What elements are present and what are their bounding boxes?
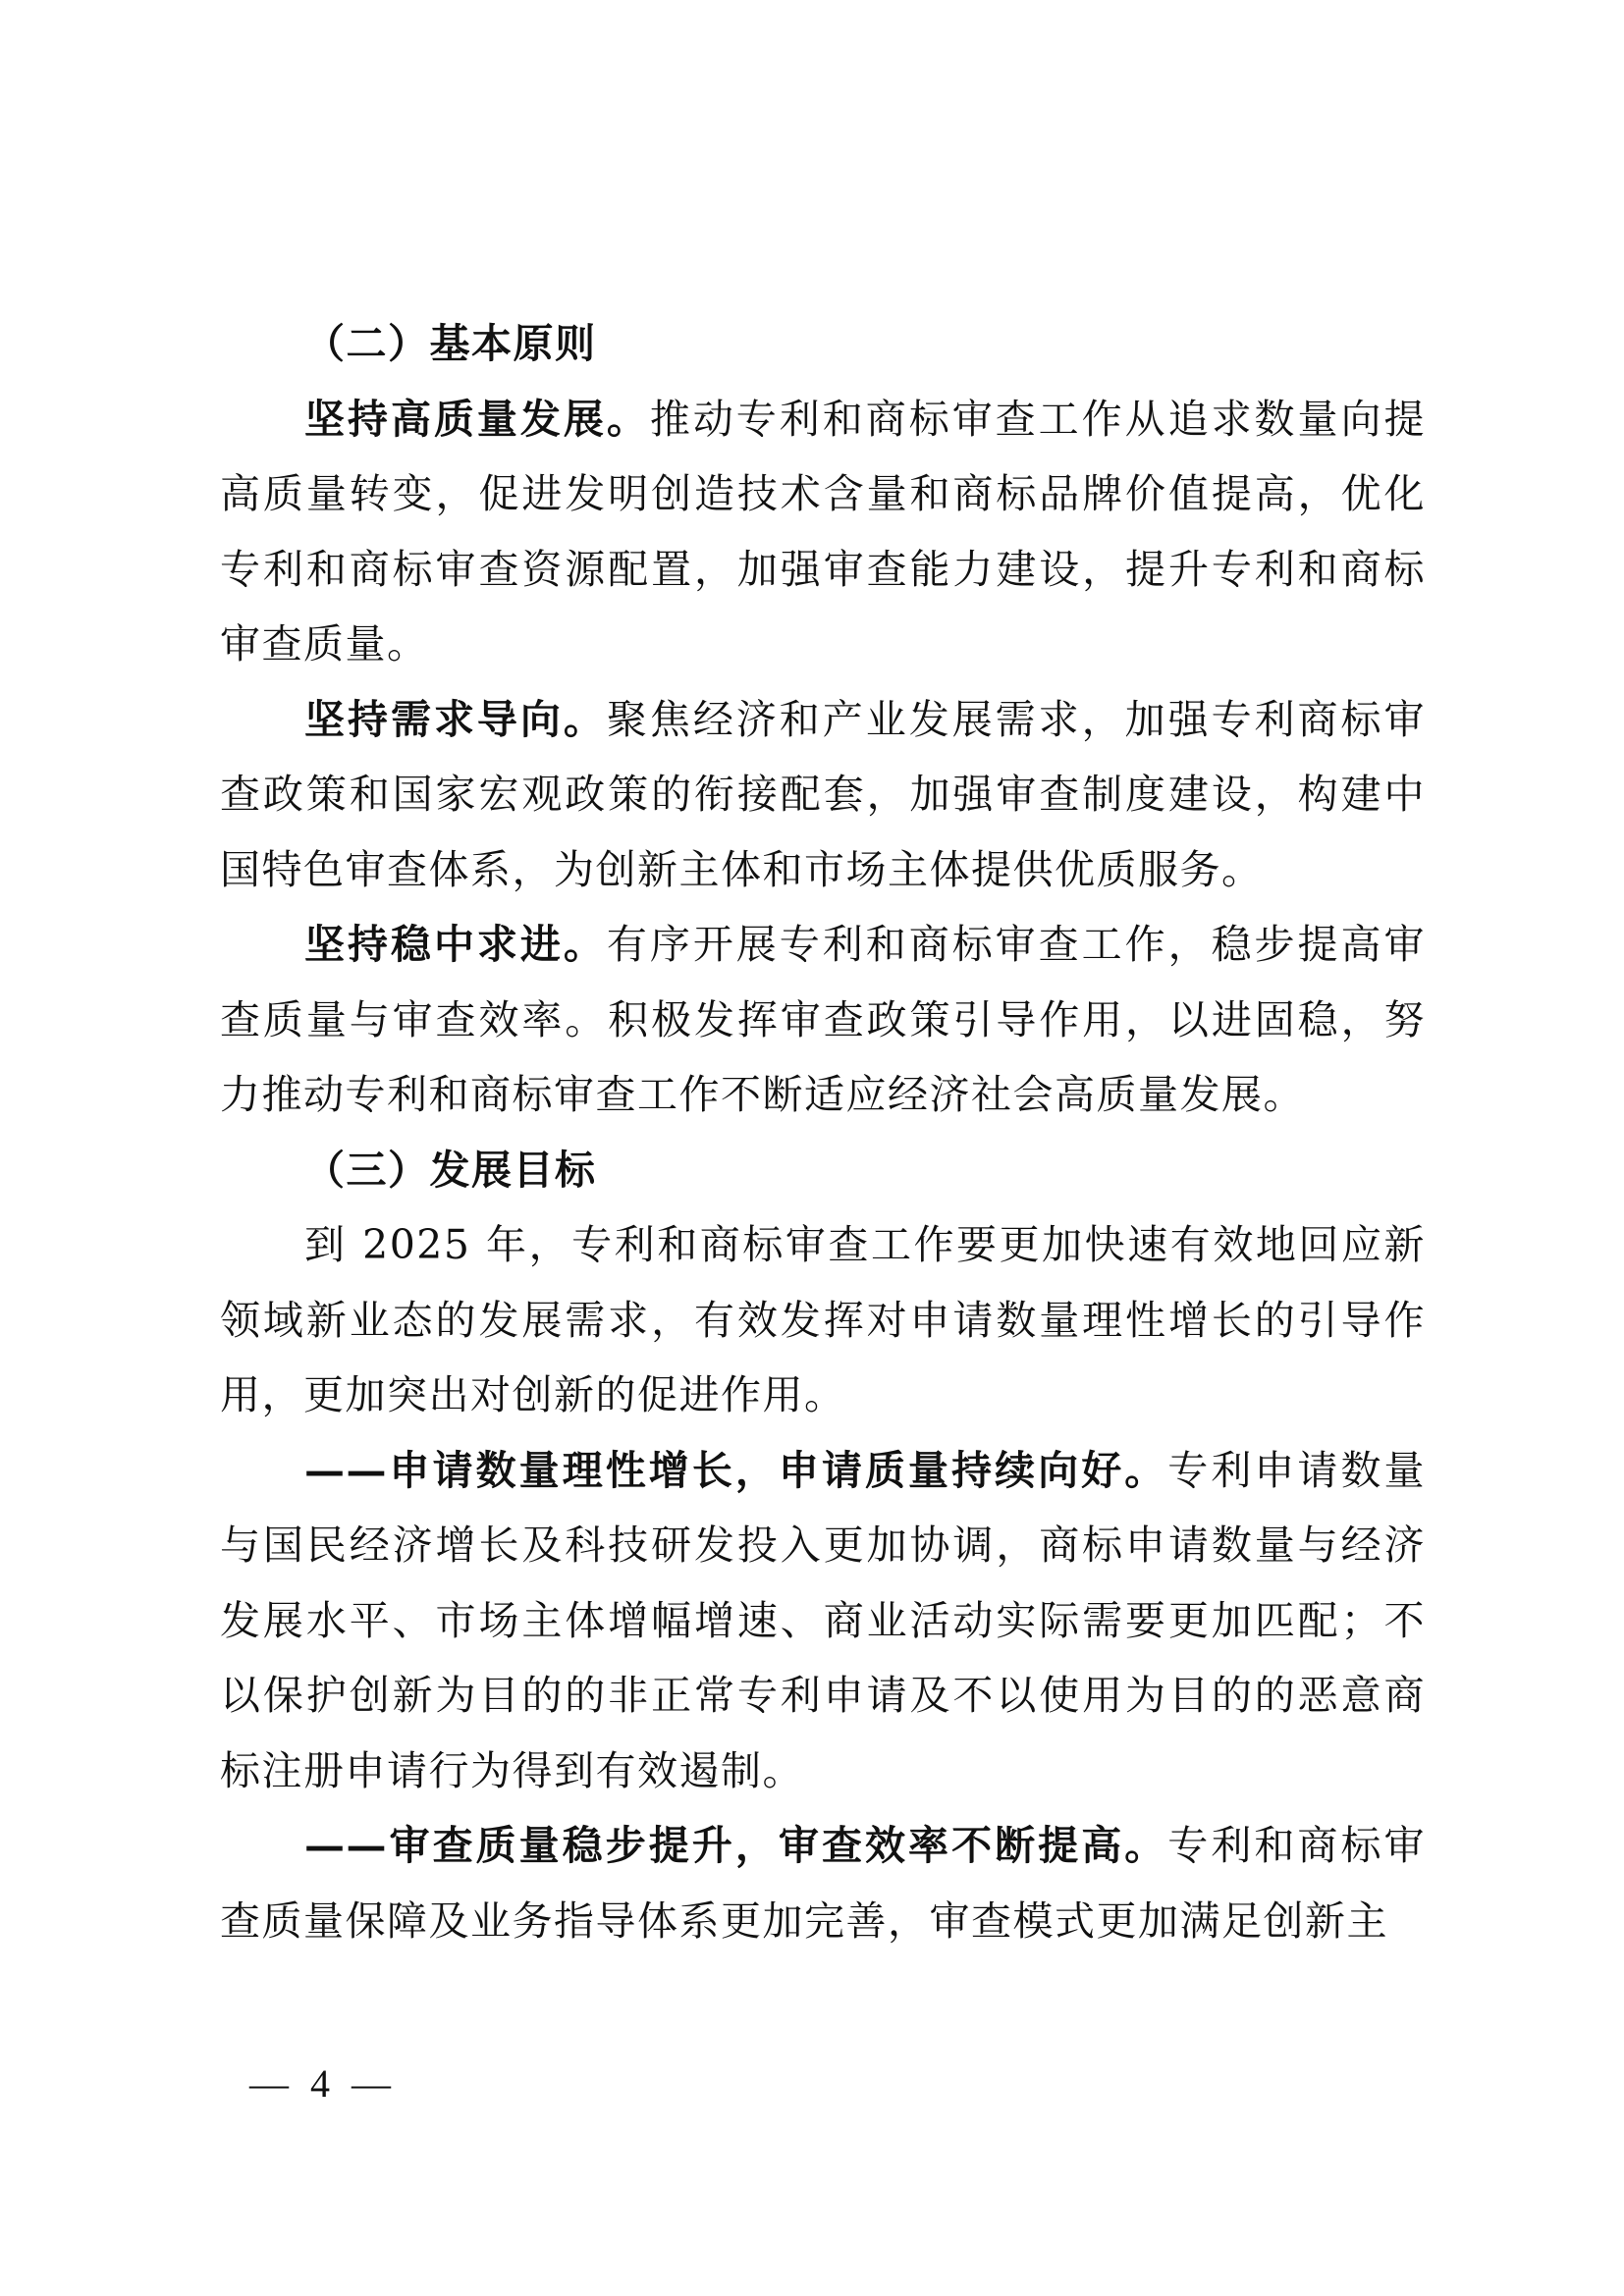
paragraph-text: 专利申请数量与国民经济增长及科技研发投入更加协调，商标申请数量与经济发展水平、市场主体增幅增速、商业活动实际需要更加匹配；不以保护创新为目的的非正常专利申请及不以使用为目的的恶意商标注册申请行为得到有效遏制。 xyxy=(220,1446,1427,1794)
paragraph-steady-progress xyxy=(220,907,1426,1133)
paragraph-lead: 坚持需求导向。 xyxy=(304,695,607,743)
paragraph-demand-oriented xyxy=(220,682,1426,908)
paragraph-text: 有序开展专利和商标审查工作，稳步提高审查质量与审查效率。积极发挥审查政策引导作用，以进固稳，努力推动专利和商标审查工作不断适应经济社会高质量发展。 xyxy=(220,921,1426,1118)
paragraph-lead: 坚持高质量发展。 xyxy=(304,395,650,443)
paragraph-examination-quality xyxy=(220,1808,1426,1958)
paragraph-lead: ——申请数量理性增长，申请质量持续向好。 xyxy=(304,1446,1168,1494)
paragraph-text: 到 2025 年，专利和商标审查工作要更加快速有效地回应新领域新业态的发展需求，有效发挥对申请数量理性增长的引导作用，更加突出对创新的促进作用。 xyxy=(220,1221,1426,1418)
paragraph-lead: 坚持稳中求进。 xyxy=(304,921,607,968)
page-number: — 4 — xyxy=(249,2061,397,2106)
paragraph-text: 专利和商标审查质量保障及业务指导体系更加完善，审查模式更加满足创新主 xyxy=(220,1822,1427,1945)
paragraph-application-growth xyxy=(220,1433,1426,1809)
paragraph-text: 推动专利和商标审查工作从追求数量向提高质量转变，促进发明创造技术含量和商标品牌价值提高，优化专利和商标审查资源配置，加强审查能力建设，提升专利和商标审查质量。 xyxy=(220,395,1427,667)
paragraph-text: 聚焦经济和产业发展需求，加强专利商标审查政策和国家宏观政策的衔接配套，加强审查制度建设，构建中国特色审查体系，为创新主体和市场主体提供优质服务。 xyxy=(220,695,1426,893)
document-body xyxy=(220,306,1426,1958)
section-heading-development-goals: （三）发展目标 xyxy=(304,1146,597,1194)
paragraph-lead: ——审查质量稳步提升，审查效率不断提高。 xyxy=(304,1822,1168,1869)
section-heading-basic-principles: （二）基本原则 xyxy=(304,320,597,367)
paragraph-high-quality-development xyxy=(220,382,1426,682)
paragraph-goal-2025 xyxy=(220,1207,1426,1433)
